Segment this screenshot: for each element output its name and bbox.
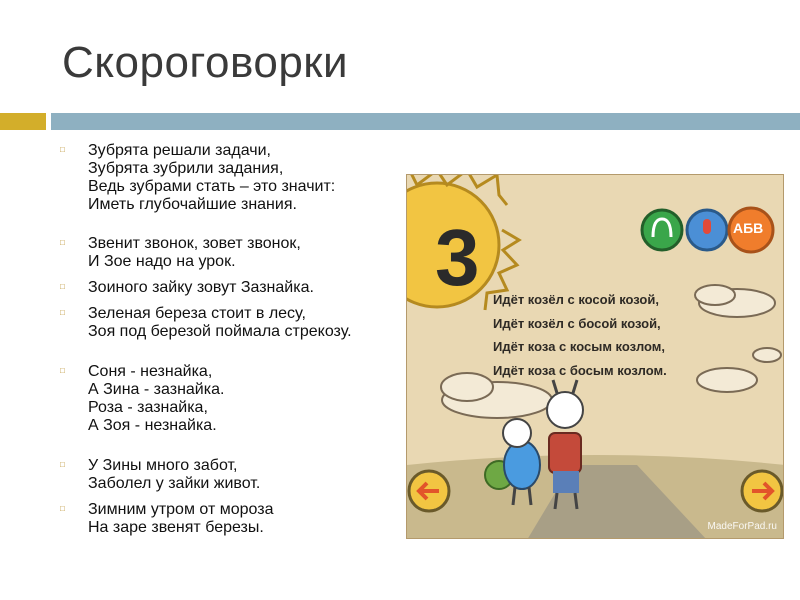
list-item: □ Зеленая береза стоит в лесу, Зоя под березой поймала стрекозу. — [60, 305, 352, 340]
tongue-twister-illustration — [406, 174, 784, 539]
list-item: □ Зимним утром от мороза На заре звенят березы. — [60, 501, 274, 536]
next-arrow-icon[interactable] — [742, 471, 782, 511]
accent-band-gold — [0, 113, 46, 130]
list-item: □ Звенит звонок, зовет звонок, И Зое надо на урок. — [60, 235, 301, 270]
list-item: □ Зубрята решали задачи, Зубрята зубрили задания, Ведь зубрами стать – это значит: Иметь глубочайшие знания. — [60, 142, 336, 213]
cloud — [697, 348, 781, 392]
watermark: MadeForPad.ru — [707, 521, 777, 532]
list-item: □ Соня - незнайка, А Зина - зазнайка. Роза - зазнайка, А Зоя - незнайка. — [60, 363, 225, 434]
bullet-icon: □ — [60, 145, 65, 154]
bullet-icon: □ — [60, 504, 65, 513]
illustration-poem: Идёт козёл с косой козой, Идёт козёл с босой козой, Идёт коза с косым козлом, Идёт коза с босым козлом. — [493, 292, 667, 378]
list-item: □ У Зины много забот, Заболел у зайки живот. — [60, 457, 261, 492]
accent-band-blue — [51, 113, 800, 130]
bullet-icon: □ — [60, 308, 65, 317]
prev-arrow-icon[interactable] — [409, 471, 449, 511]
slide-title: Скороговорки — [62, 38, 349, 87]
tongue-twister-list — [60, 142, 420, 537]
bullet-icon: □ — [60, 282, 65, 291]
abv-label: АБВ — [733, 220, 764, 236]
bullet-icon: □ — [60, 366, 65, 375]
cloud — [695, 285, 775, 317]
list-item: □ Зоиного зайку зовут Зазнайка. — [60, 279, 314, 296]
headphones-icon[interactable] — [642, 210, 682, 250]
bullet-icon: □ — [60, 460, 65, 469]
number-three: 3 — [435, 213, 480, 302]
bullet-icon: □ — [60, 238, 65, 247]
